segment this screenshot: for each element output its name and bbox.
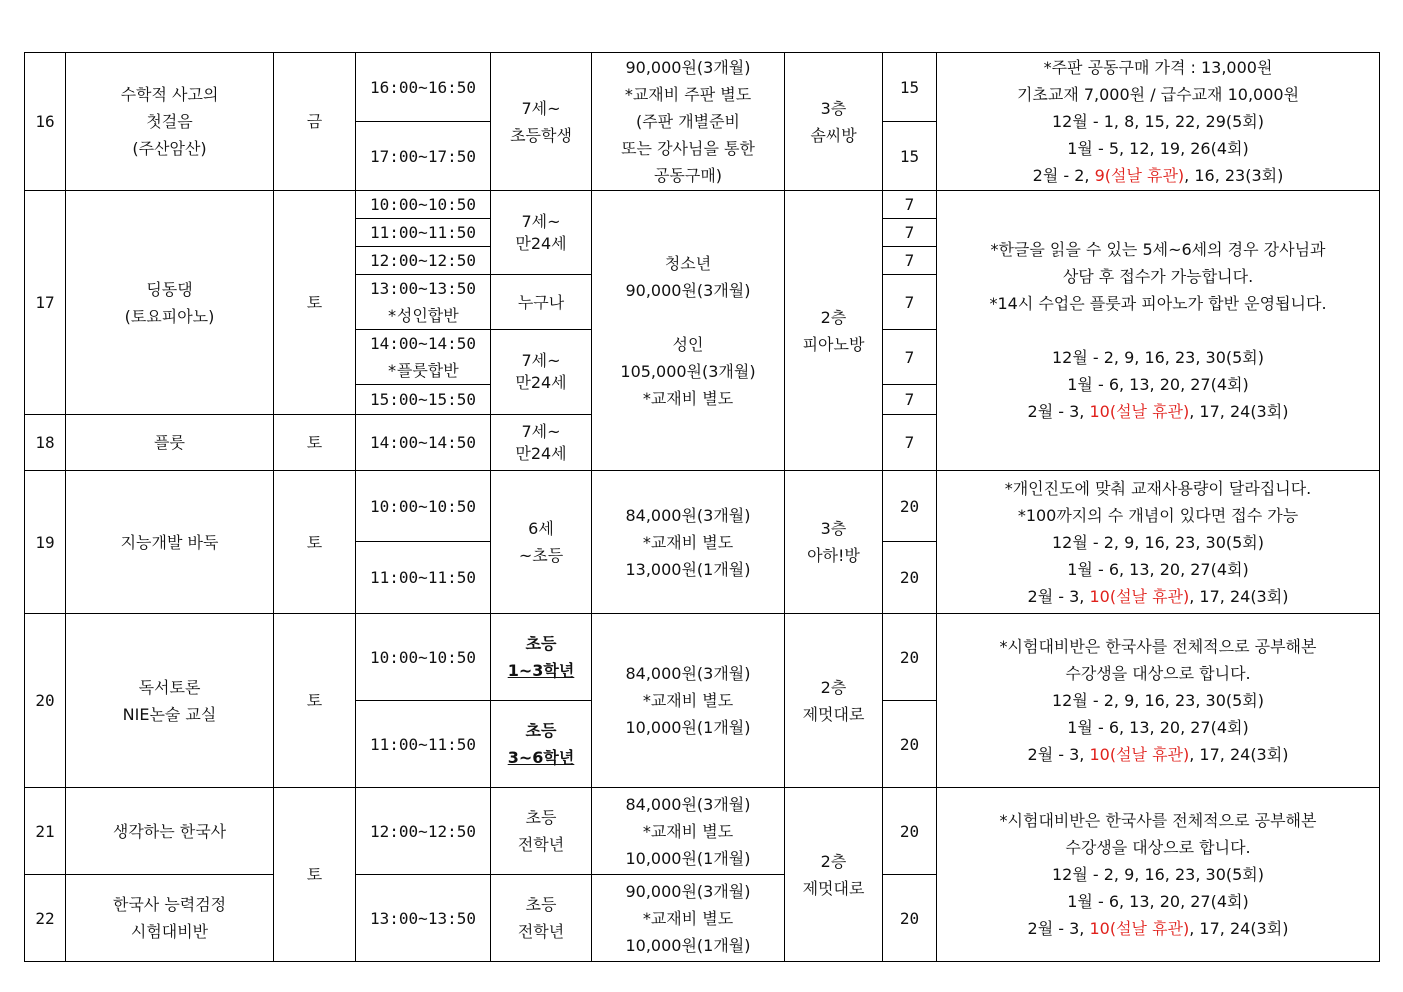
- session-time: 16:00~16:50: [356, 53, 491, 122]
- course-name: 지능개발 바둑: [66, 471, 274, 614]
- holiday-note: 9(설날 휴관): [1094, 166, 1185, 185]
- table-row: [25, 614, 1380, 701]
- session-time: 10:00~10:50: [356, 471, 491, 542]
- course-name: 한국사 능력검정 시험대비반: [66, 875, 274, 962]
- session-time: 14:00~14:50 *플룻합반: [356, 330, 491, 385]
- course-name: 플룻: [66, 415, 274, 471]
- course-name: 수학적 사고의 첫걸음 (주산암산): [66, 53, 274, 191]
- session-time: 17:00~17:50: [356, 122, 491, 191]
- course-target: 초등 1~3학년: [491, 614, 592, 701]
- course-notes: *주판 공동구매 가격 : 13,000원 기초교재 7,000원 / 급수교재 10,000원 12월 - 1, 8, 15, 22, 29(5회) 1월 - 5, 12, 19, 26(4회) 2월 - 2, 9(설날 휴관), 16, 23(3회): [937, 53, 1380, 191]
- course-number: 17: [25, 191, 66, 415]
- course-place: 2층 제멋대로: [785, 614, 883, 788]
- session-time: 11:00~11:50: [356, 219, 491, 247]
- course-target: 7세~ 초등학생: [491, 53, 592, 191]
- course-number: 21: [25, 788, 66, 875]
- course-number: 16: [25, 53, 66, 191]
- session-time: 15:00~15:50: [356, 385, 491, 415]
- table-row: [25, 788, 1380, 875]
- course-day: 토: [274, 471, 356, 614]
- course-number: 22: [25, 875, 66, 962]
- session-capacity: 7: [883, 415, 937, 471]
- course-place: 2층 제멋대로: [785, 788, 883, 962]
- session-capacity: 7: [883, 247, 937, 275]
- course-schedule-table: [24, 52, 1380, 962]
- course-number: 19: [25, 471, 66, 614]
- course-place: 2층 피아노방: [785, 191, 883, 471]
- course-place: 3층 솜씨방: [785, 53, 883, 191]
- course-fee: 90,000원(3개월) *교재비 별도 10,000원(1개월): [592, 875, 785, 962]
- course-day: 금: [274, 53, 356, 191]
- course-name: 생각하는 한국사: [66, 788, 274, 875]
- course-target: 초등 전학년: [491, 788, 592, 875]
- course-day: 토: [274, 415, 356, 471]
- session-time: 13:00~13:50: [356, 875, 491, 962]
- session-time: 12:00~12:50: [356, 247, 491, 275]
- course-target: 7세~ 만24세: [491, 330, 592, 415]
- session-time: 10:00~10:50: [356, 191, 491, 219]
- course-fee: 84,000원(3개월) *교재비 별도 13,000원(1개월): [592, 471, 785, 614]
- course-fee: 90,000원(3개월) *교재비 주판 별도 (주판 개별준비 또는 강사님을 통한 공동구매): [592, 53, 785, 191]
- session-capacity: 7: [883, 330, 937, 385]
- session-capacity: 20: [883, 614, 937, 701]
- session-capacity: 7: [883, 219, 937, 247]
- course-target: 초등 전학년: [491, 875, 592, 962]
- session-capacity: 20: [883, 471, 937, 542]
- course-notes: *개인진도에 맞춰 교재사용량이 달라집니다. *100까지의 수 개념이 있다면 접수 가능 12월 - 2, 9, 16, 23, 30(5회) 1월 - 6, 13, 20, 27(4회) 2월 - 3, 10(설날 휴관), 17, 24(3회): [937, 471, 1380, 614]
- session-time: 11:00~11:50: [356, 701, 491, 788]
- holiday-note: 10(설날 휴관): [1089, 745, 1190, 764]
- session-time: 11:00~11:50: [356, 542, 491, 614]
- course-notes: *시험대비반은 한국사를 전체적으로 공부해본 수강생을 대상으로 합니다. 12월 - 2, 9, 16, 23, 30(5회) 1월 - 6, 13, 20, 27(4회) 2월 - 3, 10(설날 휴관), 17, 24(3회): [937, 788, 1380, 962]
- course-notes: *한글을 읽을 수 있는 5세~6세의 경우 강사님과 상담 후 접수가 가능합니다. *14시 수업은 플룻과 피아노가 합반 운영됩니다. 12월 - 2, 9, 16, 23, 30(5회) 1월 - 6, 13, 20, 27(4회) 2월 - 3, 10(설날 휴관), 17, 24(3회): [937, 191, 1380, 471]
- course-target: 7세~ 만24세: [491, 191, 592, 275]
- course-target: 6세 ~초등: [491, 471, 592, 614]
- session-capacity: 20: [883, 788, 937, 875]
- session-capacity: 7: [883, 191, 937, 219]
- holiday-note: 10(설날 휴관): [1089, 586, 1190, 606]
- course-target: 초등 3~6학년: [491, 701, 592, 788]
- course-fee: 84,000원(3개월) *교재비 별도 10,000원(1개월): [592, 788, 785, 875]
- course-day: 토: [274, 788, 356, 962]
- session-capacity: 20: [883, 542, 937, 614]
- session-time: 12:00~12:50: [356, 788, 491, 875]
- session-capacity: 20: [883, 701, 937, 788]
- session-capacity: 7: [883, 275, 937, 330]
- course-target: 누구나: [491, 275, 592, 330]
- course-fee: 청소년 90,000원(3개월) 성인 105,000원(3개월) *교재비 별도: [592, 191, 785, 471]
- holiday-note: 10(설날 휴관): [1089, 402, 1190, 421]
- session-capacity: 15: [883, 53, 937, 122]
- course-notes: *시험대비반은 한국사를 전체적으로 공부해본 수강생을 대상으로 합니다. 12월 - 2, 9, 16, 23, 30(5회) 1월 - 6, 13, 20, 27(4회) 2월 - 3, 10(설날 휴관), 17, 24(3회): [937, 614, 1380, 788]
- table-row: [25, 191, 1380, 219]
- table-row: [25, 471, 1380, 542]
- course-fee: 84,000원(3개월) *교재비 별도 10,000원(1개월): [592, 614, 785, 788]
- session-capacity: 15: [883, 122, 937, 191]
- session-time: 14:00~14:50: [356, 415, 491, 471]
- course-number: 18: [25, 415, 66, 471]
- holiday-note: 10(설날 휴관): [1089, 919, 1190, 938]
- course-number: 20: [25, 614, 66, 788]
- course-target: 7세~ 만24세: [491, 415, 592, 471]
- session-capacity: 20: [883, 875, 937, 962]
- course-day: 토: [274, 614, 356, 788]
- course-name: 딩동댕 (토요피아노): [66, 191, 274, 415]
- course-place: 3층 아하!방: [785, 471, 883, 614]
- session-time: 13:00~13:50 *성인합반: [356, 275, 491, 330]
- table-row: [25, 53, 1380, 122]
- session-time: 10:00~10:50: [356, 614, 491, 701]
- session-capacity: 7: [883, 385, 937, 415]
- course-name: 독서토론 NIE논술 교실: [66, 614, 274, 788]
- course-day: 토: [274, 191, 356, 415]
